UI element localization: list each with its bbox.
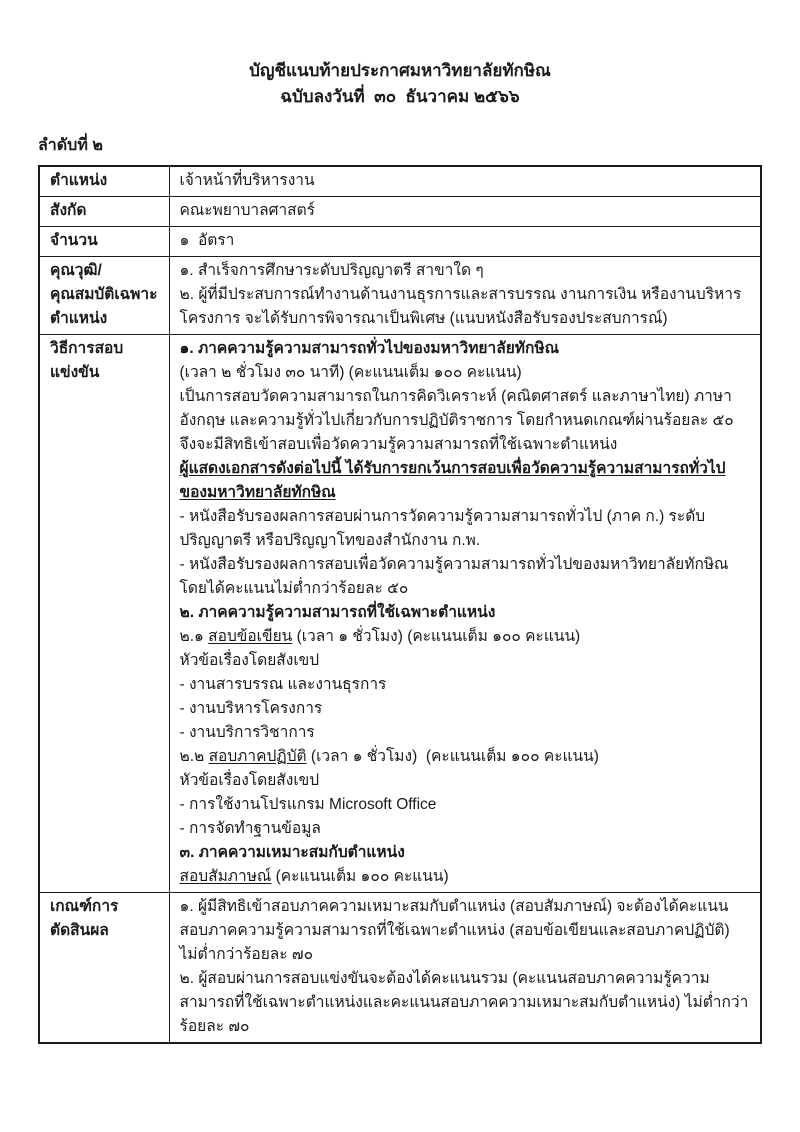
label-line: เกณฑ์การตัดสินผล xyxy=(50,898,119,939)
label-line: วิธีการสอบแข่งขัน xyxy=(50,340,124,381)
text-segment: - งานบริการวิชาการ xyxy=(179,724,315,741)
label-line: ตำแหน่ง xyxy=(50,172,108,189)
text-segment: เป็นการสอบวัดความสามารถในการคิดวิเคราะห์ (คณิตศาสตร์ และภาษาไทย) ภาษาอังกฤษ และความรู้ทั่วไปเกี่ยวกับการปฏิบัติราชการ โดยกำหนดเกณฑ์ผ่านร้อยละ ๕๐ จึงจะมีสิทธิเข้าสอบเพื่อวัดความรู้ความสามารถที่ใช้เฉพาะตำแหน่ง xyxy=(179,388,738,453)
row-label-judging-criteria xyxy=(39,893,169,1044)
text-segment: สอบสัมภาษณ์ xyxy=(179,868,272,885)
label-line: สังกัด xyxy=(50,202,87,219)
text-segment: ๑. สำเร็จการศึกษาระดับปริญญาตรี สาขาใด ๆ xyxy=(179,262,484,279)
text-segment: ๑. ผู้มีสิทธิเข้าสอบภาคความเหมาะสมกับตำแหน่ง (สอบสัมภาษณ์) จะต้องได้คะแนนสอบภาคความรู้ความสามารถที่ใช้เฉพาะตำแหน่ง (สอบข้อเขียนและสอบภาคปฏิบัติ) ไม่ต่ำกว่าร้อยละ ๗๐ xyxy=(179,898,734,963)
text-segment: ๒. ภาคความรู้ความสามารถที่ใช้เฉพาะตำแหน่ง xyxy=(179,604,496,621)
spec-table-body xyxy=(39,166,761,1043)
content-line xyxy=(180,769,751,793)
position-spec-table xyxy=(38,165,762,1044)
content-line xyxy=(180,649,751,673)
text-segment: ๒. ผู้สอบผ่านการสอบแข่งขันจะต้องได้คะแนนรวม (คะแนนสอบภาคความรู้ความสามารถที่ใช้เฉพาะตำแหน่งและคะแนนสอบภาคความเหมาะสมกับตำแหน่ง) ไม่ต่ำกว่าร้อยละ ๗๐ xyxy=(179,970,749,1035)
row-content-affiliation xyxy=(169,197,761,227)
content-line xyxy=(180,259,751,283)
row-content-qualifications xyxy=(169,257,761,335)
content-line xyxy=(180,553,751,601)
table-row-position xyxy=(39,166,761,197)
text-segment: หัวข้อเรื่องโดยสังเขป xyxy=(179,772,320,789)
row-content-judging-criteria xyxy=(169,893,761,1044)
table-row-judging-criteria xyxy=(39,893,761,1044)
content-line xyxy=(180,967,751,1039)
table-row-exam-method xyxy=(39,335,761,893)
content-line xyxy=(180,169,751,193)
content-line xyxy=(180,601,751,625)
item-number: ลำดับที่ ๒ xyxy=(38,137,103,154)
table-row-affiliation xyxy=(39,197,761,227)
text-segment: - การจัดทำฐานข้อมูล xyxy=(179,820,321,837)
content-line xyxy=(180,745,751,769)
text-segment: - การใช้งานโปรแกรม Microsoft Office xyxy=(179,796,437,813)
content-line xyxy=(180,697,751,721)
text-segment: - หนังสือรับรองผลการสอบผ่านการวัดความรู้ความสามารถทั่วไป (ภาค ก.) ระดับปริญญาตรี หรือปริญญาโทของสำนักงาน ก.พ. xyxy=(179,508,706,549)
text-segment: ๒.๒ xyxy=(179,748,209,765)
content-line xyxy=(180,283,751,331)
content-line xyxy=(180,361,751,385)
text-segment: - งานบริหารโครงการ xyxy=(179,700,323,717)
text-segment: ๑ อัตรา xyxy=(179,232,235,249)
row-label-quantity xyxy=(39,227,169,257)
text-segment: (เวลา ๒ ชั่วโมง ๓๐ นาที) (คะแนนเต็ม ๑๐๐ คะแนน) xyxy=(179,364,522,381)
row-label-affiliation xyxy=(39,197,169,227)
content-line xyxy=(180,229,751,253)
content-line xyxy=(180,457,751,505)
text-segment: (เวลา ๑ ชั่วโมง) (คะแนนเต็ม ๑๐๐ คะแนน) xyxy=(292,628,581,645)
text-segment: - งานสารบรรณ และงานธุรการ xyxy=(179,676,387,693)
content-line xyxy=(180,625,751,649)
content-line xyxy=(180,817,751,841)
content-line xyxy=(180,721,751,745)
content-line xyxy=(180,337,751,361)
text-segment: - หนังสือรับรองผลการสอบเพื่อวัดความรู้ความสามารถทั่วไปของมหาวิทยาลัยทักษิณ โดยได้คะแนนไม่ต่ำกว่าร้อยละ ๕๐ xyxy=(179,556,733,597)
text-segment: สอบภาคปฏิบัติ xyxy=(208,748,307,765)
document-date-line: ฉบับลงวันที่ ๓๐ ธันวาคม ๒๕๖๖ xyxy=(280,87,520,106)
text-segment: ผู้แสดงเอกสารดังต่อไปนี้ ได้รับการยกเว้นการสอบเพื่อวัดความรู้ความสามารถทั่วไปของมหาวิทยาลัยทักษิณ xyxy=(179,460,726,501)
content-line xyxy=(180,793,751,817)
label-line: คุณสมบัติเฉพาะ xyxy=(50,286,158,303)
row-content-quantity xyxy=(169,227,761,257)
table-row-quantity xyxy=(39,227,761,257)
text-segment: ๑. ภาคความรู้ความสามารถทั่วไปของมหาวิทยาลัยทักษิณ xyxy=(179,340,560,357)
content-line xyxy=(180,199,751,223)
text-segment: ๒.๑ xyxy=(179,628,209,645)
text-segment: (เวลา ๑ ชั่วโมง) (คะแนนเต็ม ๑๐๐ คะแนน) xyxy=(306,748,599,765)
content-line xyxy=(180,841,751,865)
row-label-qualifications xyxy=(39,257,169,335)
table-row-qualifications xyxy=(39,257,761,335)
text-segment: (คะแนนเต็ม ๑๐๐ คะแนน) xyxy=(271,868,449,885)
text-segment: เจ้าหน้าที่บริหารงาน xyxy=(179,172,315,189)
text-segment: ๓. ภาคความเหมาะสมกับตำแหน่ง xyxy=(179,844,405,861)
document-title: บัญชีแนบท้ายประกาศมหาวิทยาลัยทักษิณ xyxy=(249,61,551,80)
row-label-exam-method xyxy=(39,335,169,893)
text-segment: หัวข้อเรื่องโดยสังเขป xyxy=(179,652,320,669)
label-line: คุณวุฒิ/ xyxy=(50,262,102,279)
row-content-exam-method xyxy=(169,335,761,893)
row-label-position xyxy=(39,166,169,197)
content-line xyxy=(180,865,751,889)
label-line: ตำแหน่ง xyxy=(50,310,108,327)
content-line xyxy=(180,385,751,457)
text-segment: ๒. ผู้ที่มีประสบการณ์ทำงานด้านงานธุรการและสารบรรณ งานการเงิน หรืองานบริหารโครงการ จะได้รับการพิจารณาเป็นพิเศษ (แนบหนังสือรับรองประสบการณ์) xyxy=(179,286,742,327)
content-line xyxy=(180,895,751,967)
label-line: จำนวน xyxy=(50,232,98,249)
content-line xyxy=(180,673,751,697)
content-line xyxy=(180,505,751,553)
row-content-position xyxy=(169,166,761,197)
text-segment: สอบข้อเขียน xyxy=(208,628,293,645)
text-segment: คณะพยาบาลศาสตร์ xyxy=(179,202,316,219)
